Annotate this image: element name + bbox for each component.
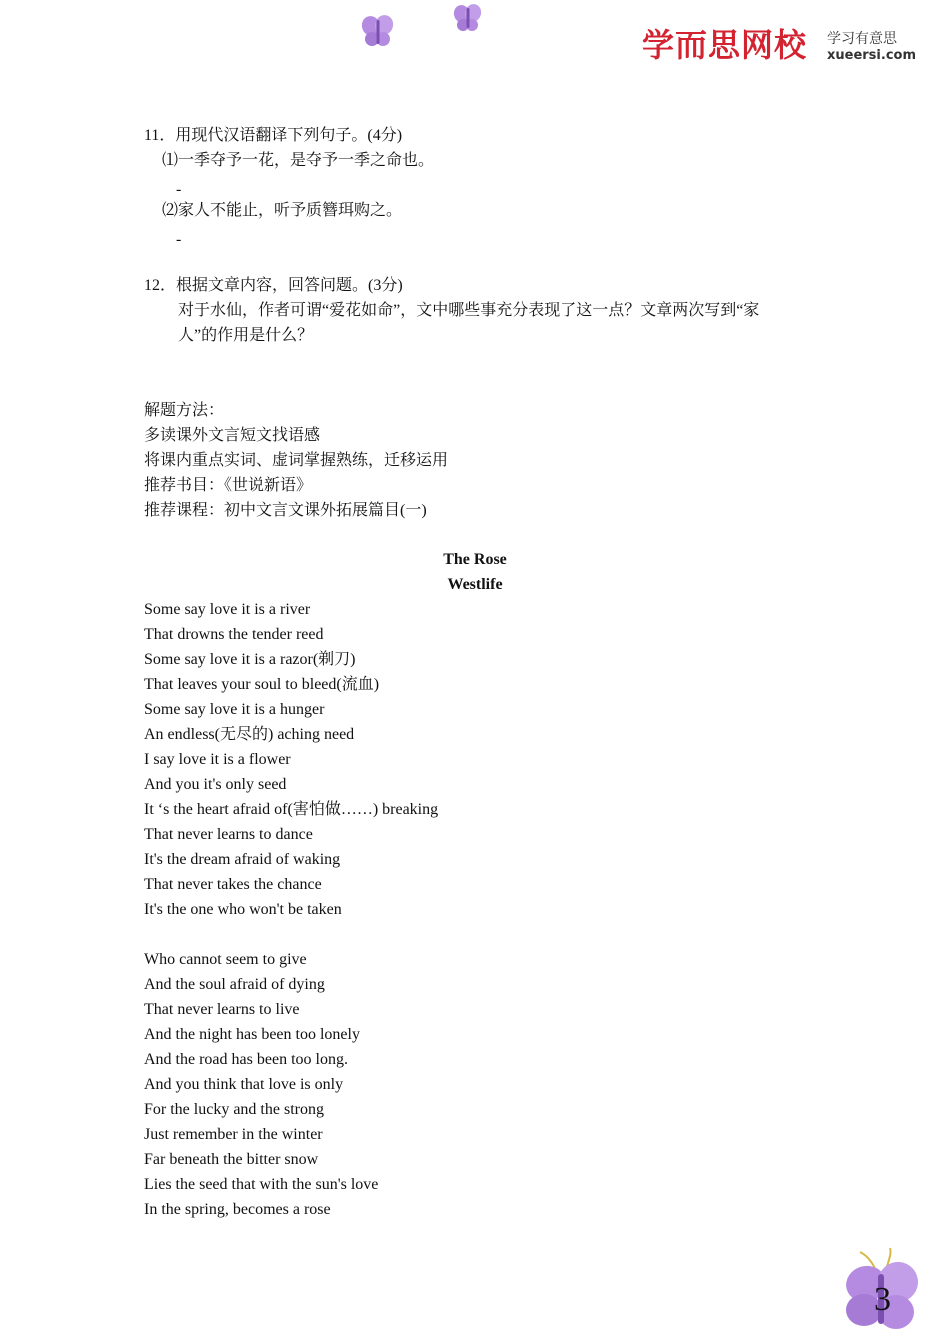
brand-slogan: 学习有意思 (827, 31, 897, 47)
method-heading: 解题方法： (144, 402, 225, 419)
poem-line: Some say love it is a river (144, 601, 311, 618)
question-11-item-2: ⑵家人不能止，听予质簪珥购之。 (162, 202, 403, 219)
poem-line: Far beneath the bitter snow (144, 1151, 319, 1168)
question-11-item-1: ⑴一季夺予一花，是夺予一季之命也。 (162, 152, 435, 169)
answer-blank: - (176, 181, 182, 198)
poem-line: And you think that love is only (144, 1076, 344, 1093)
poem-line: For the lucky and the strong (144, 1101, 324, 1118)
poem-line: Some say love it is a razor(剃刀) (144, 651, 356, 668)
poem-line: And you it's only seed (144, 776, 287, 793)
recommended-course: 推荐课程：初中文言文课外拓展篇目(一) (144, 502, 427, 519)
poem-line: In the spring, becomes a rose (144, 1201, 331, 1218)
poem-line: Lies the seed that with the sun's love (144, 1176, 379, 1193)
poem-line: That never takes the chance (144, 876, 322, 893)
poem-line: And the road has been too long. (144, 1051, 348, 1068)
poem-artist: Westlife (447, 576, 503, 593)
poem-line: That leaves your soul to bleed(流血) (144, 676, 380, 693)
answer-blank: - (176, 231, 182, 248)
poem-line: It ‘s the heart afraid of(害怕做……) breaking (144, 801, 439, 818)
question-12-title: 12．根据文章内容，回答问题。(3分) (144, 277, 403, 294)
poem-line: I say love it is a flower (144, 751, 291, 768)
poem-title: The Rose (443, 551, 507, 568)
butterfly-icon (452, 2, 484, 34)
poem-line: It's the one who won't be taken (144, 901, 342, 918)
question-12-text: 对于水仙，作者可谓“爱花如命”，文中哪些事充分表现了这一点？文章两次写到“家 (178, 302, 760, 319)
method-line: 多读课外文言短文找语感 (144, 427, 321, 444)
poem-line: Some say love it is a hunger (144, 701, 325, 718)
poem-line: An endless(无尽的) aching need (144, 726, 355, 743)
brand-url: xueersi.com (827, 48, 917, 63)
poem-line: Who cannot seem to give (144, 951, 307, 968)
poem-line: That drowns the tender reed (144, 626, 324, 643)
question-11-title: 11．用现代汉语翻译下列句子。(4分) (144, 127, 403, 144)
poem-line: And the soul afraid of dying (144, 976, 325, 993)
poem-line: And the night has been too lonely (144, 1026, 360, 1043)
butterfly-icon (360, 12, 396, 50)
poem-line: That never learns to live (144, 1001, 300, 1018)
page-number: 3 (874, 1281, 891, 1318)
recommended-books: 推荐书目：《世说新语》 (144, 477, 313, 494)
poem-line: That never learns to dance (144, 826, 313, 843)
brand-logo-text: 学而思网校 (642, 26, 808, 64)
poem-line: It's the dream afraid of waking (144, 851, 341, 868)
question-12-text: 人”的作用是什么？ (178, 327, 314, 344)
method-line: 将课内重点实词、虚词掌握熟练，迁移运用 (144, 452, 449, 469)
poem-line: Just remember in the winter (144, 1126, 323, 1143)
